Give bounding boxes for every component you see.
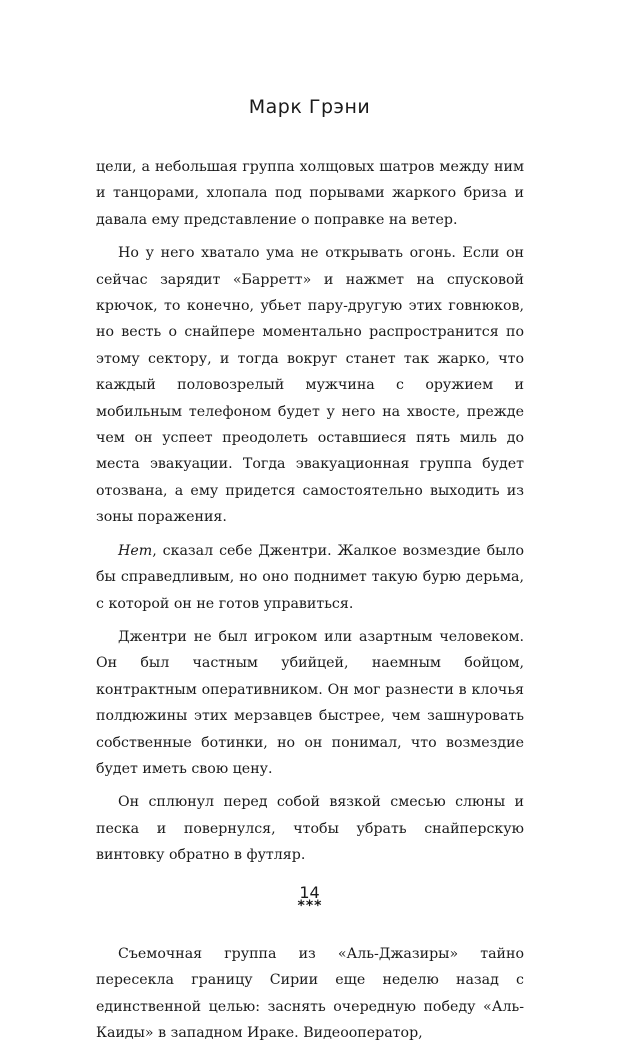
- paragraph-5: Он сплюнул перед собой вязкой смесью слюны и песка и повернулся, чтобы убрать снайперскую винтовку обратно в футляр.: [96, 794, 524, 864]
- paragraph-6: Съемочная группа из «Аль-Джазиры» тайно пересекла границу Сирии еще неделю назад с единственной целью: заснять очередную победу «Аль-Каиды» в западном Ираке. Видеооператор,: [96, 945, 524, 1042]
- italic-word: Нет: [118, 542, 153, 559]
- running-header-author: Марк Грэни: [248, 96, 371, 118]
- paragraph-2: Но у него хватало ума не открывать огонь. Если он сейчас зарядит «Барретт» и нажмет на спусковой крючок, то конечно, убьет пару-другую этих говнюков, но весть о снайпере моментально распространится по этому сектору, и тогда вокруг станет так жарко, что каждый половозрелый мужчина с оружием и мобильным телефоном будет у него на хвосте, прежде чем он успеет преодолеть оставшиеся пять миль до места эвакуации. Тогда эвакуационная группа будет отозвана, а ему придется самостоятельно выходить из зоны поражения.: [96, 245, 524, 526]
- body-text: [96, 154, 524, 1047]
- page-number: 14: [299, 883, 320, 902]
- paragraph-4: Джентри не был игроком или азартным человеком. Он был частным убийцей, наемным бойцом, контрактным оперативником. Он мог разнести в клочья полдюжины этих мерзавцев быстрее, чем зашнуровать собственные ботинки, но он понимал, что возмездие будет иметь свою цену.: [96, 628, 524, 777]
- paragraph-1: цели, а небольшая группа холщовых шатров между ним и танцорами, хлопала под порывами жаркого бриза и давала ему представление о поправке на ветер.: [96, 159, 524, 228]
- paragraph-3-text: , сказал себе Джентри. Жалкое возмездие было бы справедливым, но оно поднимет такую бурю дерьма, с которой он не готов управиться.: [96, 542, 524, 612]
- paragraph-3: [96, 538, 524, 617]
- section-separator: ***: [297, 897, 323, 914]
